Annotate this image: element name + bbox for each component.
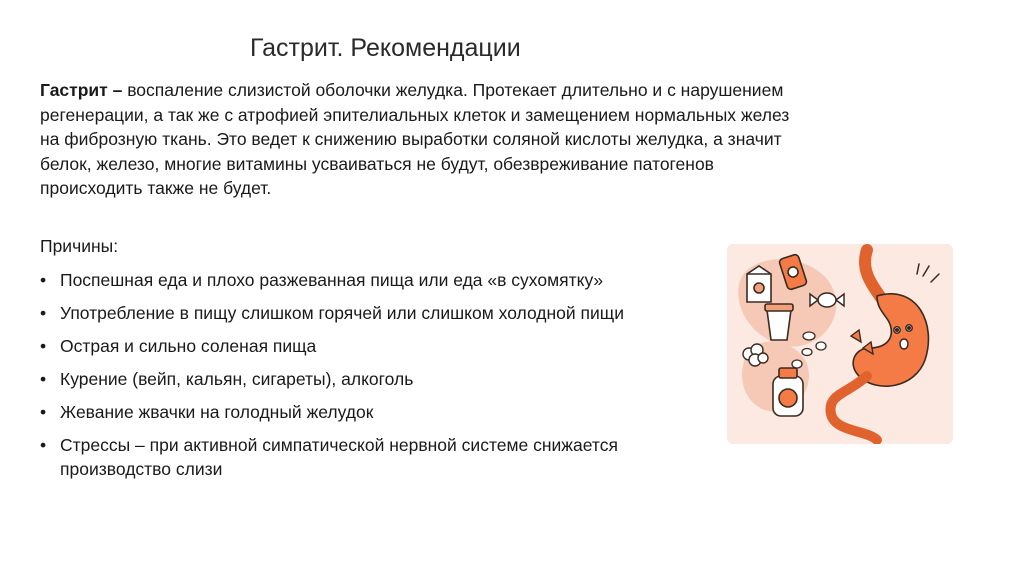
bullet-icon: • xyxy=(40,369,47,389)
causes-heading: Причины: xyxy=(40,236,119,256)
cause-item xyxy=(40,301,720,325)
intestine-shape xyxy=(830,376,877,440)
bullet-icon: • xyxy=(40,270,47,290)
cause-text: Курение (вейп, кальян, сигареты), алкоголь xyxy=(60,369,414,389)
bullet-icon: • xyxy=(40,435,47,455)
definition-term: Гастрит – xyxy=(40,80,123,100)
distress-marks-icon xyxy=(917,264,939,282)
cause-text: Поспешная еда и плохо разжеванная пища или еда «в сухомятку» xyxy=(60,270,604,290)
stomach-illustration xyxy=(727,244,953,444)
definition-text: воспаление слизистой оболочки желудка. Протекает длительно и с нарушением регенерации, а так же с атрофией эпителиальных клеток и замещением нормальных желез на фиброзную ткань. Это ведет к снижению выработки соляной кислоты желудка, а значит белок, железо, многие витамины усваиваться не будут, обезвреживание патогенов происходить также не будет. xyxy=(40,80,790,198)
causes-list xyxy=(40,268,720,490)
bullet-icon: • xyxy=(40,336,47,356)
bullet-icon: • xyxy=(40,402,47,422)
definition-paragraph xyxy=(40,78,800,201)
slide-title: Гастрит. Рекомендации xyxy=(250,34,521,62)
cause-item xyxy=(40,334,720,358)
cause-text: Жевание жвачки на голодный желудок xyxy=(60,402,374,422)
cause-item xyxy=(40,367,720,391)
cause-item xyxy=(40,268,720,292)
cause-text: Употребление в пищу слишком горячей или слишком холодной пищи xyxy=(60,303,624,323)
bullet-icon: • xyxy=(40,303,47,323)
milk-carton-icon xyxy=(747,266,771,302)
cause-item xyxy=(40,400,720,424)
cause-item xyxy=(40,433,720,481)
stomach-illustration-svg xyxy=(727,244,953,444)
cause-text: Стрессы – при активной симпатической нервной системе снижается производство слизи xyxy=(60,435,618,479)
cause-text: Острая и сильно соленая пища xyxy=(60,336,317,356)
